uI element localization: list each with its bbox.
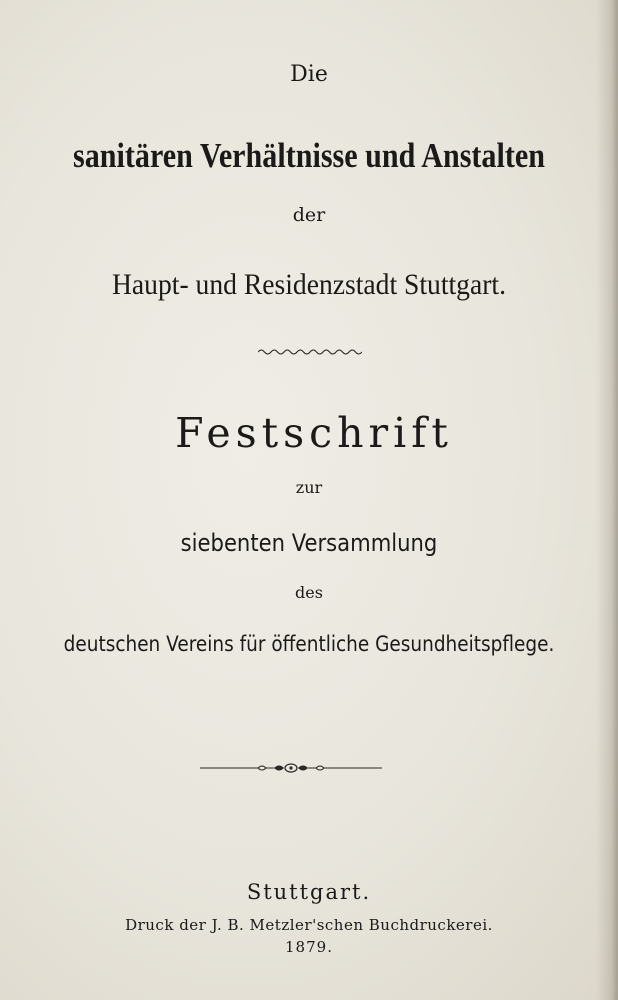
imprint-printer: Druck der J. B. Metzler'schen Buchdruckerei.	[125, 916, 493, 934]
title-article: Die	[290, 62, 328, 87]
page-edge-shadow	[596, 0, 618, 1000]
wavy-rule-ornament	[258, 347, 362, 357]
subtitle-connector-zur: zur	[295, 478, 323, 497]
imprint-year: 1879.	[285, 938, 333, 956]
scroll-ornament-rule	[200, 760, 382, 776]
imprint-place: Stuttgart.	[246, 880, 372, 904]
subtitle-connector-des: des	[295, 583, 323, 602]
festschrift-heading: Festschrift	[175, 409, 453, 457]
association-line: deutschen Vereins für öffentliche Gesundheitspflege.	[63, 632, 555, 656]
title-connector-der: der	[292, 204, 326, 226]
city-title: Haupt- und Residenzstadt Stuttgart.	[111, 268, 506, 301]
assembly-line: siebenten Versammlung	[180, 529, 438, 557]
main-title: sanitären Verhältnisse und Anstalten	[73, 136, 545, 175]
